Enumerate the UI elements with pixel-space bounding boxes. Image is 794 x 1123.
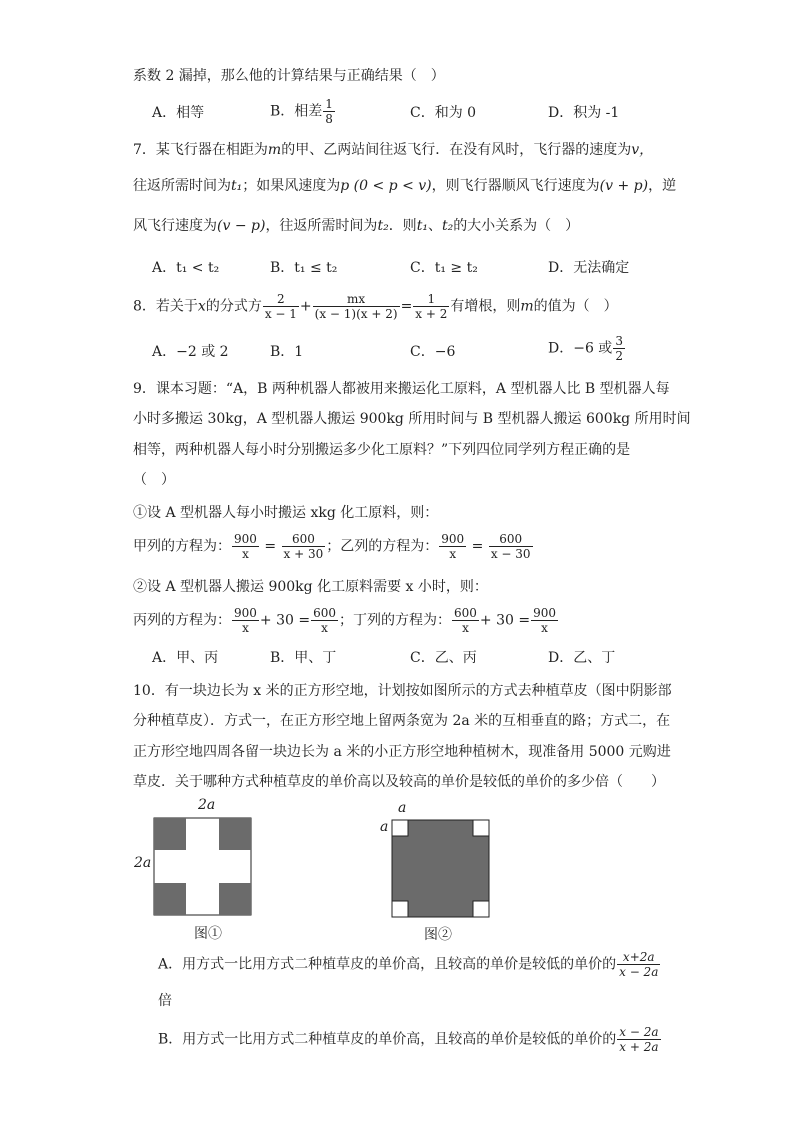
q9-jia-right bbox=[282, 532, 326, 561]
q7-line-2 bbox=[133, 176, 676, 196]
grass-region-bottom-right bbox=[219, 883, 251, 915]
q7-var-t1: t₁ bbox=[231, 178, 243, 194]
q8-var-x: x bbox=[197, 298, 206, 315]
q9-jia-label: 甲列的方程为： bbox=[133, 538, 231, 555]
fraction-numerator: 600 bbox=[454, 606, 477, 620]
tree-plot-bottom-left bbox=[392, 901, 408, 917]
q9-line-1: 9．课本习题：“A，B 两种机器人都被用来搬运化工原料，A 型机器人比 B 型机器人每 bbox=[133, 381, 670, 397]
q7-text: 往返所需时间为 bbox=[133, 178, 231, 194]
q7-var-p: p (0 < p < v) bbox=[340, 178, 432, 194]
tree-plot-top-left bbox=[392, 820, 408, 836]
q9-line-4: （ ） bbox=[133, 472, 175, 488]
q9-option-b: B．甲、丁 bbox=[270, 650, 337, 666]
q6-tail: 系数 2 漏掉，那么他的计算结果与正确结果（ ） bbox=[133, 68, 445, 84]
q7-text: 、 bbox=[427, 218, 442, 234]
q7-expr-v-minus-p: (v − p) bbox=[217, 218, 266, 234]
fraction-denominator: x + 2a bbox=[619, 1040, 659, 1054]
figure-1 bbox=[130, 795, 270, 945]
grass-region-top-right bbox=[219, 818, 251, 850]
q8-line bbox=[133, 292, 618, 321]
q9-ding-label: ；丁列的方程为： bbox=[339, 612, 451, 629]
q9-option-a: A．甲、丙 bbox=[152, 650, 219, 666]
q10-option-b-fraction bbox=[617, 1025, 660, 1054]
q8-option-a: A．−2 或 2 bbox=[152, 344, 229, 360]
fraction-numerator: mx bbox=[313, 292, 400, 307]
q9-bing-left bbox=[232, 606, 259, 635]
q9-ding-plus: + 30 = bbox=[479, 612, 531, 629]
q9-yi-right bbox=[489, 532, 533, 561]
q9-option-d: D．乙、丁 bbox=[548, 650, 616, 666]
q9-yi-left bbox=[439, 532, 466, 561]
q6-option-d: D．积为 -1 bbox=[548, 105, 620, 121]
q9-case-2: ②设 A 型机器人搬运 900kg 化工原料需要 x 小时，则： bbox=[133, 579, 488, 595]
q7-option-c: C．t₁ ≥ t₂ bbox=[410, 260, 478, 276]
fraction-denominator: 8 bbox=[325, 112, 333, 126]
q7-expr-v-plus-p: (v + p) bbox=[599, 178, 649, 194]
figure-1-left-label: 2a bbox=[134, 855, 152, 871]
fraction-denominator: x − 1 bbox=[264, 307, 297, 321]
tree-plot-top-right bbox=[473, 820, 489, 836]
q10-option-a-tail: 倍 bbox=[158, 993, 172, 1009]
q7-text: ，则飞行器顺风飞行速度为 bbox=[431, 178, 600, 194]
q8-text: 有增根，则 bbox=[450, 298, 521, 315]
fraction-denominator: x bbox=[462, 621, 469, 635]
q7-text: ．则 bbox=[388, 218, 417, 234]
q10-line-4: 草皮．关于哪种方式种植草皮的单价高以及较高的单价是较低的单价的多少倍（ ） bbox=[133, 774, 665, 790]
fraction-numerator: 2 bbox=[263, 292, 299, 307]
q7-text: ，逆 bbox=[648, 178, 677, 194]
q8-option-c: C．−6 bbox=[410, 344, 456, 360]
fraction-denominator: x + 2 bbox=[415, 307, 448, 321]
q9-option-c: C．乙、丙 bbox=[410, 650, 477, 666]
q9-case-1: ①设 A 型机器人每小时搬运 xkg 化工原料，则： bbox=[133, 505, 439, 521]
grass-region-bottom-left bbox=[154, 883, 186, 915]
fraction-denominator: x bbox=[321, 621, 328, 635]
q9-equations-bing-ding bbox=[133, 606, 559, 635]
fraction-denominator: x + 30 bbox=[283, 547, 324, 561]
q7-line-3 bbox=[133, 216, 579, 236]
q10-option-a bbox=[158, 950, 661, 979]
q9-bing-right bbox=[311, 606, 338, 635]
q10-option-b-text: B．用方式一比用方式二种植草皮的单价高，且较高的单价是较低的单价的 bbox=[158, 1031, 617, 1048]
q7-line-1 bbox=[133, 140, 653, 160]
q7-text: 的大小关系为（ ） bbox=[453, 218, 580, 234]
grass-region-top-left bbox=[154, 818, 186, 850]
q8-equals: = bbox=[400, 298, 413, 315]
q7-text: ；如果风速度为 bbox=[242, 178, 341, 194]
q9-equations-jia-yi: 甲列的方程为： $\frac{900}{x}$ = $\frac{600}{x + 30}$ ；乙列的方程为： $\frac{900}{x}$ = $\frac{600}{x - 30}$ bbox=[133, 532, 531, 561]
q10-line-2: 分种植草皮）．方式一，在正方形空地上留两条宽为 2a 米的互相垂直的路；方式二，在 bbox=[133, 713, 671, 729]
fraction-numerator: 1 bbox=[413, 292, 449, 307]
q7-text: 的甲、乙两站间往返飞行．在没有风时，飞行器的速度为 bbox=[281, 142, 632, 158]
q7-var-t1: t₁ bbox=[416, 218, 428, 234]
q7-var-t2: t₂ bbox=[441, 218, 454, 234]
q8-fraction-3 bbox=[413, 292, 449, 321]
figure-2-left-label: a bbox=[380, 819, 389, 835]
fraction-numerator: 900 bbox=[234, 532, 257, 546]
figure-2-top-label: a bbox=[398, 800, 407, 816]
q9-bing-plus: + 30 = bbox=[259, 612, 311, 629]
fraction-denominator: x bbox=[541, 621, 548, 635]
fraction-numerator: 3 bbox=[615, 334, 623, 348]
q9-ding-left bbox=[452, 606, 479, 635]
q7-option-d: D．无法确定 bbox=[548, 260, 630, 276]
fraction-numerator: 900 bbox=[441, 532, 465, 546]
q6-option-c: C．和为 0 bbox=[410, 105, 477, 121]
q10-option-b bbox=[158, 1025, 662, 1054]
q7-option-b: B．t₁ ≤ t₂ bbox=[270, 260, 338, 276]
q6-option-b bbox=[270, 97, 336, 126]
q7-var-v: v， bbox=[631, 142, 654, 158]
fraction-denominator: x − 30 bbox=[490, 547, 531, 561]
q7-text: 7．某飞行器在相距为 bbox=[133, 142, 268, 158]
fraction-denominator: x bbox=[449, 547, 457, 561]
fraction-denominator: x bbox=[242, 621, 249, 635]
q8-option-b: B．1 bbox=[270, 344, 304, 360]
q8-var-m: m bbox=[520, 298, 534, 315]
fraction-numerator: 900 bbox=[234, 606, 257, 620]
q9-line-2: 小时多搬运 30kg，A 型机器人搬运 900kg 所用时间与 B 型机器人搬运 600kg 所用时间 bbox=[133, 411, 691, 427]
figure-1-top-label: 2a bbox=[198, 797, 216, 813]
fraction-numerator: x+2a bbox=[617, 950, 660, 965]
fraction-numerator: 900 bbox=[533, 606, 556, 620]
q10-line-3: 正方形空地四周各留一块边长为 a 米的小正方形空地种植树木，现准备用 5000 元购进 bbox=[133, 744, 671, 760]
fraction-numerator: 600 bbox=[282, 532, 326, 547]
figure-2 bbox=[376, 800, 496, 945]
q7-var-m: m bbox=[267, 142, 282, 158]
q7-text: ，往返所需时间为 bbox=[265, 218, 378, 234]
q9-yi-label: ；乙列的方程为： bbox=[326, 538, 439, 555]
q10-option-a-fraction bbox=[617, 950, 660, 979]
q8-option-d bbox=[548, 334, 626, 363]
q8-text: 8．若关于 bbox=[133, 298, 198, 315]
fraction-numerator: 600 bbox=[313, 606, 336, 620]
q7-var-t2: t₂ bbox=[377, 218, 389, 234]
q10-option-a-text: A．用方式一比用方式二种植草皮的单价高，且较高的单价是较低的单价的 bbox=[158, 956, 617, 973]
q8-fraction-1 bbox=[263, 292, 299, 321]
figure-1-caption: 图① bbox=[194, 926, 222, 942]
fraction-numerator: 600 bbox=[489, 532, 533, 547]
q8-fraction-2 bbox=[313, 292, 400, 321]
q10-line-1: 10．有一块边长为 x 米的正方形空地，计划按如图所示的方式去种植草皮（图中阴影部 bbox=[133, 683, 672, 699]
fraction-denominator: x bbox=[242, 547, 249, 561]
fraction-numerator: x − 2a bbox=[619, 1025, 659, 1039]
q8-text: 的分式方 bbox=[205, 298, 262, 315]
q7-text: 风飞行速度为 bbox=[133, 218, 217, 234]
tree-plot-bottom-right bbox=[473, 901, 489, 917]
q6-option-b-fraction bbox=[323, 97, 335, 126]
q9-bing-label: 丙列的方程为： bbox=[133, 612, 231, 629]
q9-jia-left bbox=[232, 532, 259, 561]
fraction-denominator: (x − 1)(x + 2) bbox=[314, 307, 398, 321]
q9-line-3: 相等，两种机器人每小时分别搬运多少化工原料？”下列四位同学列方程正确的是 bbox=[133, 442, 631, 458]
q7-option-a: A．t₁ < t₂ bbox=[152, 260, 220, 276]
q8-option-d-prefix: D．−6 或 bbox=[548, 340, 613, 357]
q6-option-b-prefix: B．相差 bbox=[270, 103, 323, 120]
q8-text: 的值为（ ） bbox=[533, 298, 618, 315]
figure-2-caption: 图② bbox=[424, 927, 452, 943]
fraction-numerator: 1 bbox=[325, 97, 333, 111]
q8-option-d-fraction bbox=[613, 334, 625, 363]
q8-plus: + bbox=[299, 298, 312, 315]
q6-option-a: A．相等 bbox=[152, 105, 205, 121]
q9-ding-right bbox=[531, 606, 558, 635]
fraction-denominator: 2 bbox=[615, 349, 623, 363]
fraction-denominator: x − 2a bbox=[619, 965, 659, 979]
